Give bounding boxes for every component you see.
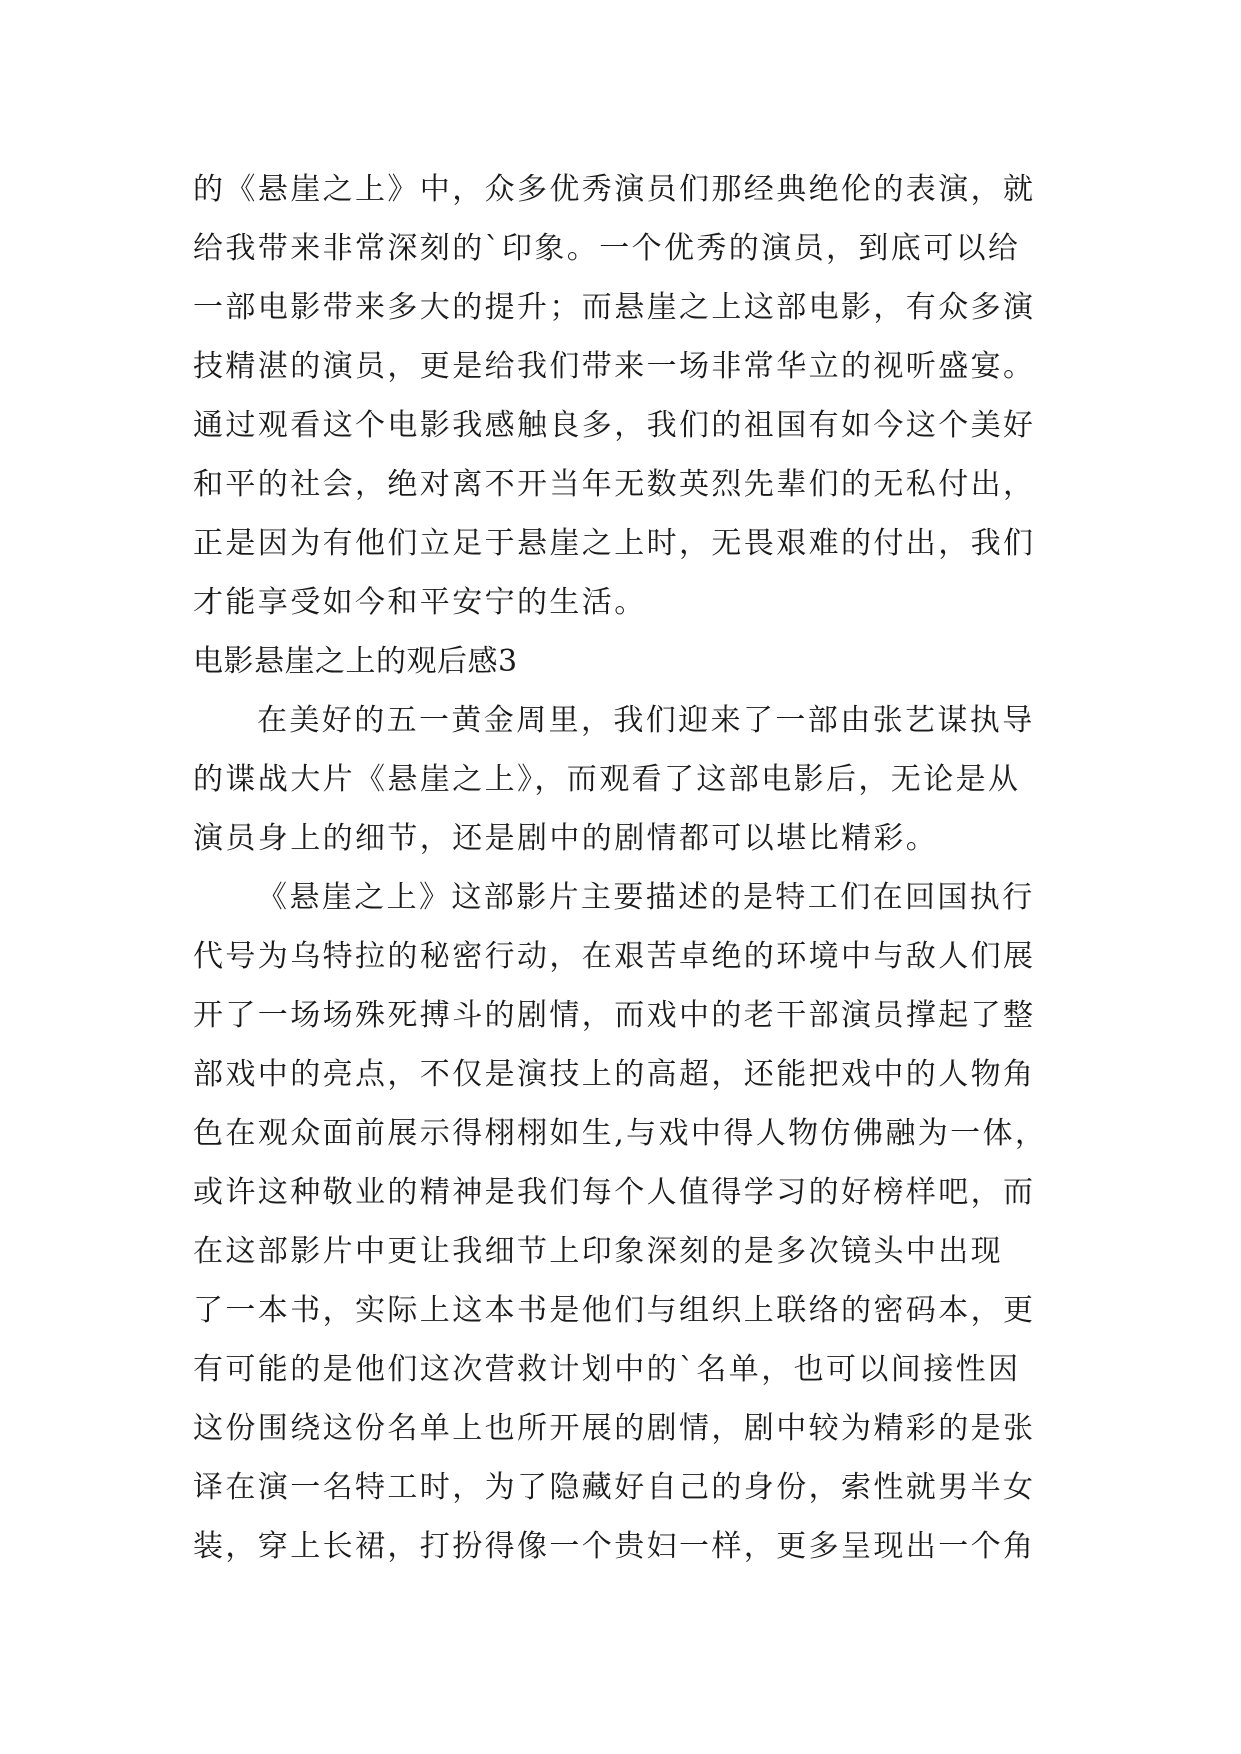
paragraph-1 — [193, 160, 1053, 632]
paragraph-2 — [193, 691, 1053, 868]
text-line: 演员身上的细节，还是剧中的剧情都可以堪比精彩。 — [193, 821, 939, 856]
paragraph-3 — [193, 868, 1053, 1576]
text-line: 正是因为有他们立足于悬崖之上时，无畏艰难的付出，我们 — [193, 526, 1036, 561]
text-line: 这份围绕这份名单上也所开展的剧情，剧中较为精彩的是张 — [193, 1411, 1036, 1446]
text-line: 一部电影带来多大的提升；而悬崖之上这部电影，有众多演 — [193, 290, 1036, 325]
text-line: 或许这种敬业的精神是我们每个人值得学习的好榜样吧，而 — [193, 1175, 1036, 1210]
text-line: 和平的社会，绝对离不开当年无数英烈先辈们的无私付出， — [193, 467, 1036, 502]
text-line: 通过观看这个电影我感触良多，我们的祖国有如今这个美好 — [193, 408, 1036, 443]
text-line: 色在观众面前展示得栩栩如生,与戏中得人物仿佛融为一体， — [193, 1116, 1048, 1151]
text-line: 技精湛的演员，更是给我们带来一场非常华立的视听盛宴。 — [193, 349, 1036, 384]
text-line: 在这部影片中更让我细节上印象深刻的是多次镜头中出现 — [193, 1234, 1003, 1269]
text-line: 译在演一名特工时，为了隐藏好自己的身份，索性就男半女 — [193, 1470, 1036, 1505]
text-line: 才能享受如今和平安宁的生活。 — [193, 585, 647, 620]
text-line: 在美好的五一黄金周里，我们迎来了一部由张艺谋执导 — [257, 703, 1035, 738]
text-line: 装，穿上长裙，打扮得像一个贵妇一样，更多呈现出一个角 — [193, 1529, 1036, 1564]
text-line: 了一本书，实际上这本书是他们与组织上联络的密码本，更 — [193, 1293, 1036, 1328]
text-line: 代号为乌特拉的秘密行动，在艰苦卓绝的环境中与敌人们展 — [193, 939, 1036, 974]
document-body — [193, 160, 1053, 1576]
text-line: 开了一场场殊死搏斗的剧情，而戏中的老干部演员撑起了整 — [193, 998, 1036, 1033]
text-line: 部戏中的亮点，不仅是演技上的高超，还能把戏中的人物角 — [193, 1057, 1036, 1092]
text-line: 的谍战大片《悬崖之上》，而观看了这部电影后，无论是从 — [193, 762, 1021, 797]
text-line: 《悬崖之上》这部影片主要描述的是特工们在回国执行 — [257, 880, 1035, 915]
text-line: 给我带来非常深刻的`印象。一个优秀的演员，到底可以给 — [193, 231, 1021, 266]
section-heading: 电影悬崖之上的观后感3 — [193, 644, 518, 679]
text-line: 有可能的是他们这次营救计划中的`名单，也可以间接性因 — [193, 1352, 1021, 1387]
text-line: 的《悬崖之上》中，众多优秀演员们那经典绝伦的表演，就 — [193, 172, 1036, 207]
